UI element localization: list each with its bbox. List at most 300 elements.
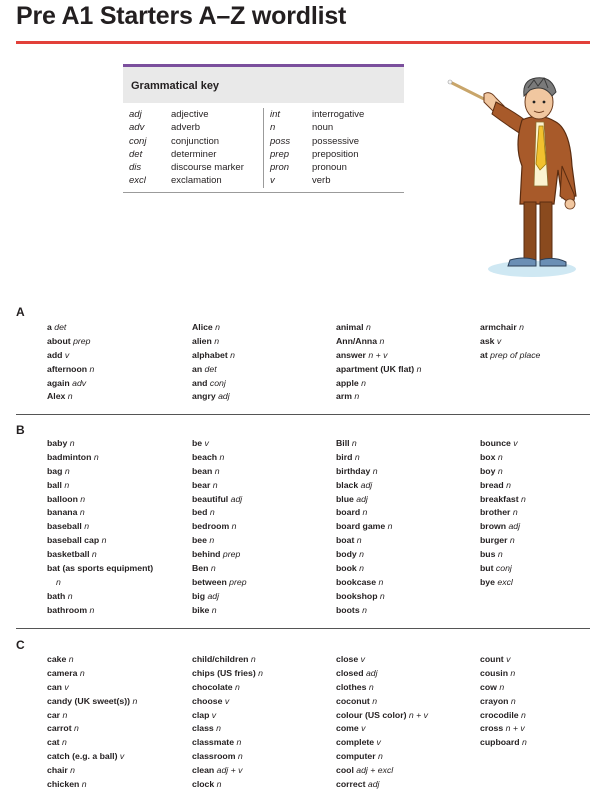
- headword: blue: [336, 493, 354, 504]
- headword: bike: [192, 604, 210, 615]
- part-of-speech: n: [385, 521, 393, 532]
- word-entry: [192, 479, 332, 493]
- headword: bee: [192, 535, 207, 546]
- part-of-speech: n: [352, 451, 360, 462]
- key-left-column: [123, 108, 263, 188]
- word-entry: [336, 335, 476, 349]
- part-of-speech: n: [67, 438, 75, 448]
- headword: catch (e.g. a ball): [47, 751, 118, 762]
- key-row: [123, 108, 263, 121]
- word-entry: [480, 576, 612, 590]
- key-abbreviation: poss: [270, 135, 291, 147]
- word-entry: [336, 709, 476, 723]
- word-entry: [336, 548, 476, 562]
- key-meaning: discourse marker: [171, 162, 244, 174]
- word-entry: [480, 667, 612, 681]
- part-of-speech: n: [518, 493, 526, 504]
- headword: answer: [336, 349, 366, 360]
- part-of-speech: n: [77, 507, 85, 518]
- word-entry: [47, 377, 187, 391]
- headword: clean: [192, 765, 215, 776]
- key-row: [123, 135, 263, 148]
- word-entry: [336, 590, 476, 604]
- headword: bathroom: [47, 604, 88, 615]
- headword: Alice: [192, 322, 213, 332]
- part-of-speech: n: [495, 549, 503, 560]
- part-of-speech: det: [202, 363, 217, 374]
- headword: close: [336, 654, 359, 664]
- headword: about: [47, 335, 71, 346]
- headword: Ben: [192, 563, 209, 574]
- headword: cake: [47, 654, 67, 664]
- word-entry: [47, 576, 187, 590]
- word-entry: [192, 681, 332, 695]
- part-of-speech: v: [62, 349, 70, 360]
- word-entry: [480, 451, 612, 465]
- part-of-speech: adj: [205, 590, 220, 601]
- word-entry: [192, 590, 332, 604]
- part-of-speech: n: [209, 604, 217, 615]
- key-abbreviation: conj: [129, 135, 147, 147]
- headword: bookshop: [336, 590, 378, 601]
- headword: crayon: [480, 695, 509, 706]
- word-entry: [47, 534, 187, 548]
- key-meaning: pronoun: [312, 162, 347, 174]
- headword: cow: [480, 681, 497, 692]
- word-entry: [192, 667, 332, 681]
- word-entry: [192, 778, 332, 792]
- headword: beautiful: [192, 493, 229, 504]
- word-entry: [336, 534, 476, 548]
- word-entry: [336, 695, 476, 709]
- part-of-speech: v: [503, 654, 511, 664]
- word-entry: [480, 465, 612, 479]
- part-of-speech: n: [212, 465, 220, 476]
- word-entry: [192, 604, 332, 618]
- headword: bat (as sports equipment): [47, 563, 154, 574]
- headword: a: [47, 322, 52, 332]
- part-of-speech: adv: [69, 377, 87, 388]
- headword: brown: [480, 521, 507, 532]
- part-of-speech: n: [351, 391, 360, 402]
- word-entry: [336, 506, 476, 520]
- headword: bye: [480, 576, 495, 587]
- part-of-speech: prep of place: [487, 349, 541, 360]
- part-of-speech: v: [202, 438, 209, 448]
- headword: afternoon: [47, 363, 88, 374]
- part-of-speech: excl: [494, 576, 513, 587]
- title-underline: [16, 41, 590, 44]
- word-column: [47, 321, 187, 404]
- part-of-speech: n: [87, 363, 95, 374]
- word-entry: [480, 681, 612, 695]
- part-of-speech: n: [496, 681, 505, 692]
- headword: choose: [192, 695, 223, 706]
- key-row: [123, 161, 263, 174]
- word-entry: [47, 653, 187, 667]
- word-entry: [47, 520, 187, 534]
- part-of-speech: n: [62, 465, 70, 476]
- headword: bath: [47, 590, 66, 601]
- word-entry: [47, 321, 187, 335]
- word-entry: [47, 493, 187, 507]
- part-of-speech: n: [508, 695, 516, 706]
- word-entry: [192, 377, 332, 391]
- word-entry: [480, 722, 612, 736]
- headword: clothes: [336, 681, 367, 692]
- word-entry: [47, 722, 187, 736]
- word-entry: [47, 709, 187, 723]
- part-of-speech: v: [209, 709, 217, 720]
- word-column: [192, 653, 332, 792]
- key-abbreviation: excl: [129, 175, 146, 187]
- part-of-speech: n: [214, 779, 222, 790]
- key-row: [264, 135, 403, 148]
- part-of-speech: n: [363, 322, 371, 332]
- word-entry: [192, 736, 332, 750]
- key-abbreviation: pron: [270, 162, 290, 174]
- section-divider: [16, 628, 590, 629]
- headword: board game: [336, 521, 386, 532]
- word-entry: [336, 479, 476, 493]
- part-of-speech: v: [510, 438, 518, 448]
- word-entry: [192, 390, 332, 404]
- headword: computer: [336, 751, 376, 762]
- headword: bag: [47, 465, 63, 476]
- part-of-speech: n: [375, 751, 383, 762]
- headword: cousin: [480, 667, 508, 678]
- word-column: [47, 653, 187, 792]
- word-entry: [336, 520, 476, 534]
- word-entry: [192, 506, 332, 520]
- part-of-speech: n: [207, 507, 215, 518]
- word-column: [480, 653, 612, 750]
- headword: baseball: [47, 521, 82, 532]
- part-of-speech: n + v: [406, 709, 428, 720]
- headword: Ann/Anna: [336, 335, 378, 346]
- part-of-speech: n: [508, 667, 516, 678]
- key-right-column: [263, 108, 403, 188]
- word-entry: [480, 695, 612, 709]
- word-entry: [336, 363, 476, 377]
- word-column: [47, 437, 187, 618]
- headword: chocolate: [192, 681, 233, 692]
- key-row: [264, 161, 403, 174]
- part-of-speech: adj: [215, 391, 230, 402]
- part-of-speech: n: [354, 535, 362, 546]
- section-letter-a: A: [16, 305, 25, 319]
- word-entry: [47, 778, 187, 792]
- headword: animal: [336, 322, 364, 332]
- key-abbreviation: det: [129, 148, 143, 160]
- headword: clock: [192, 779, 215, 790]
- part-of-speech: n: [61, 479, 70, 490]
- part-of-speech: n: [227, 349, 235, 360]
- part-of-speech: prep: [70, 335, 91, 346]
- word-entry: [47, 335, 187, 349]
- part-of-speech: n: [510, 507, 518, 518]
- part-of-speech: n: [503, 479, 511, 490]
- page-title: Pre A1 Starters A–Z wordlist: [16, 2, 347, 30]
- part-of-speech: n: [77, 493, 86, 504]
- headword: can: [47, 681, 62, 692]
- key-meaning: adverb: [171, 122, 201, 134]
- word-entry: [47, 363, 187, 377]
- part-of-speech: n + v: [365, 349, 388, 360]
- headword: apple: [336, 377, 359, 388]
- word-entry: [480, 321, 612, 335]
- part-of-speech: n: [495, 465, 503, 476]
- headword: baseball cap: [47, 535, 100, 546]
- word-entry: [192, 437, 332, 451]
- headword: alphabet: [192, 349, 228, 360]
- word-entry: [336, 493, 476, 507]
- headword: behind: [192, 549, 221, 560]
- headword: Bill: [336, 438, 350, 448]
- headword: at: [480, 349, 488, 360]
- word-entry: [480, 520, 612, 534]
- part-of-speech: adj + excl: [353, 765, 394, 776]
- word-entry: [47, 590, 187, 604]
- headword: balloon: [47, 493, 78, 504]
- word-entry: [47, 695, 187, 709]
- word-entry: [336, 576, 476, 590]
- word-entry: [336, 377, 476, 391]
- headword: candy (UK sweet(s)): [47, 695, 131, 706]
- part-of-speech: n: [206, 535, 215, 546]
- headword: breakfast: [480, 493, 519, 504]
- part-of-speech: n: [87, 604, 95, 615]
- word-entry: [47, 736, 187, 750]
- headword: ask: [480, 335, 495, 346]
- teacher-illustration: [444, 66, 594, 281]
- word-entry: [192, 534, 332, 548]
- headword: an: [192, 363, 203, 374]
- part-of-speech: n: [65, 590, 73, 601]
- word-entry: [480, 709, 612, 723]
- headword: cool: [336, 765, 354, 776]
- word-entry: [480, 653, 612, 667]
- part-of-speech: adj: [363, 667, 378, 678]
- headword: come: [336, 723, 359, 734]
- word-entry: [47, 390, 187, 404]
- headword: birthday: [336, 465, 371, 476]
- headword: be: [192, 438, 203, 448]
- part-of-speech: prep: [226, 576, 247, 587]
- word-entry: [480, 736, 612, 750]
- headword: bed: [192, 507, 208, 518]
- word-entry: [480, 534, 612, 548]
- word-entry: [480, 562, 612, 576]
- part-of-speech: n: [369, 695, 378, 706]
- word-entry: [480, 548, 612, 562]
- word-entry: [336, 750, 476, 764]
- headword: burger: [480, 535, 508, 546]
- headword: cat: [47, 737, 60, 748]
- word-entry: [192, 349, 332, 363]
- word-entry: [192, 548, 332, 562]
- key-row: [123, 121, 263, 134]
- word-entry: [480, 335, 612, 349]
- part-of-speech: v: [358, 654, 365, 664]
- headword: boat: [336, 535, 355, 546]
- headword: but: [480, 563, 494, 574]
- part-of-speech: n: [366, 681, 374, 692]
- headword: coconut: [336, 695, 370, 706]
- headword: brother: [480, 507, 511, 518]
- headword: big: [192, 590, 206, 601]
- part-of-speech: n + v: [503, 723, 525, 734]
- part-of-speech: n: [67, 765, 76, 776]
- headword: child/children: [192, 654, 249, 664]
- part-of-speech: n: [507, 535, 515, 546]
- part-of-speech: prep: [220, 549, 241, 560]
- part-of-speech: n: [234, 737, 242, 748]
- word-entry: [47, 764, 187, 778]
- key-meaning: preposition: [312, 148, 359, 160]
- part-of-speech: n: [414, 363, 422, 374]
- word-entry: [192, 493, 332, 507]
- word-entry: [192, 321, 332, 335]
- word-entry: [336, 653, 476, 667]
- headword: baby: [47, 438, 68, 448]
- part-of-speech: adj: [228, 493, 243, 504]
- word-column: [480, 437, 612, 590]
- headword: bird: [336, 451, 353, 462]
- key-abbreviation: n: [270, 122, 276, 134]
- headword: chicken: [47, 779, 80, 790]
- word-entry: [47, 562, 187, 576]
- part-of-speech: n: [59, 737, 67, 748]
- part-of-speech: v: [222, 695, 230, 706]
- word-entry: [336, 681, 476, 695]
- headword: closed: [336, 667, 364, 678]
- part-of-speech: n: [360, 507, 368, 518]
- word-entry: [47, 548, 187, 562]
- word-column: [192, 437, 332, 618]
- word-entry: [47, 604, 187, 618]
- part-of-speech: n: [91, 451, 99, 462]
- headword: banana: [47, 507, 78, 518]
- headword: classmate: [192, 737, 235, 748]
- word-entry: [192, 709, 332, 723]
- headword: and: [192, 377, 208, 388]
- headword: cupboard: [480, 737, 520, 748]
- section-divider: [16, 414, 590, 415]
- word-entry: [336, 562, 476, 576]
- word-entry: [47, 506, 187, 520]
- key-abbreviation: adj: [129, 109, 142, 120]
- headword: angry: [192, 391, 216, 402]
- headword: basketball: [47, 549, 90, 560]
- headword: clap: [192, 709, 210, 720]
- part-of-speech: n: [89, 549, 97, 560]
- headword: again: [47, 377, 70, 388]
- word-entry: [192, 764, 332, 778]
- part-of-speech: n: [516, 322, 524, 332]
- part-of-speech: n: [377, 335, 385, 346]
- part-of-speech: n: [518, 709, 526, 720]
- key-meaning: adjective: [171, 109, 209, 120]
- key-abbreviation: int: [270, 109, 281, 120]
- part-of-speech: n: [370, 465, 378, 476]
- headword: between: [192, 576, 227, 587]
- headword: black: [336, 479, 359, 490]
- headword: chips (US fries): [192, 667, 256, 678]
- headword: alien: [192, 335, 212, 346]
- word-column: [336, 437, 476, 618]
- headword: class: [192, 723, 214, 734]
- key-abbreviation: dis: [129, 162, 142, 174]
- key-row: [264, 121, 403, 134]
- word-entry: [480, 493, 612, 507]
- word-entry: [480, 506, 612, 520]
- headword: classroom: [192, 751, 236, 762]
- part-of-speech: n: [66, 654, 74, 664]
- headword: book: [336, 563, 357, 574]
- word-entry: [192, 520, 332, 534]
- headword: bread: [480, 479, 504, 490]
- key-abbreviation: adv: [129, 122, 145, 134]
- word-entry: [47, 451, 187, 465]
- word-entry: [192, 653, 332, 667]
- headword: beach: [192, 451, 218, 462]
- part-of-speech: n: [358, 377, 366, 388]
- word-entry: [336, 736, 476, 750]
- word-entry: [336, 667, 476, 681]
- part-of-speech: n: [255, 667, 263, 678]
- part-of-speech: v: [117, 751, 125, 762]
- word-entry: [192, 465, 332, 479]
- word-entry: [47, 681, 187, 695]
- headword: body: [336, 549, 357, 560]
- word-entry: [336, 437, 476, 451]
- word-entry: [192, 750, 332, 764]
- part-of-speech: n: [130, 695, 138, 706]
- word-entry: [192, 363, 332, 377]
- word-entry: [47, 349, 187, 363]
- headword: Alex: [47, 391, 66, 402]
- word-column: [336, 653, 476, 792]
- part-of-speech: n: [210, 479, 218, 490]
- part-of-speech: conj: [207, 377, 226, 388]
- key-row: [123, 148, 263, 161]
- part-of-speech: n: [71, 723, 79, 734]
- headword: bus: [480, 549, 496, 560]
- key-abbreviation: prep: [270, 148, 290, 160]
- word-entry: [480, 479, 612, 493]
- part-of-speech: v: [374, 737, 381, 748]
- word-entry: [192, 576, 332, 590]
- headword: chair: [47, 765, 68, 776]
- word-entry: [336, 764, 476, 778]
- section-letter-c: C: [16, 638, 25, 652]
- key-row: [123, 174, 263, 187]
- part-of-speech: n: [208, 563, 216, 574]
- word-entry: [47, 437, 187, 451]
- part-of-speech: n: [60, 709, 68, 720]
- part-of-speech: v: [61, 681, 69, 692]
- key-abbreviation: v: [270, 175, 275, 187]
- part-of-speech: n: [248, 654, 256, 664]
- headword: bookcase: [336, 576, 377, 587]
- part-of-speech: n: [377, 590, 385, 601]
- part-of-speech: n: [211, 335, 220, 346]
- part-of-speech: adj: [365, 779, 380, 790]
- part-of-speech: det: [51, 322, 67, 332]
- headword: bedroom: [192, 521, 230, 532]
- grammatical-key-table: [123, 64, 404, 193]
